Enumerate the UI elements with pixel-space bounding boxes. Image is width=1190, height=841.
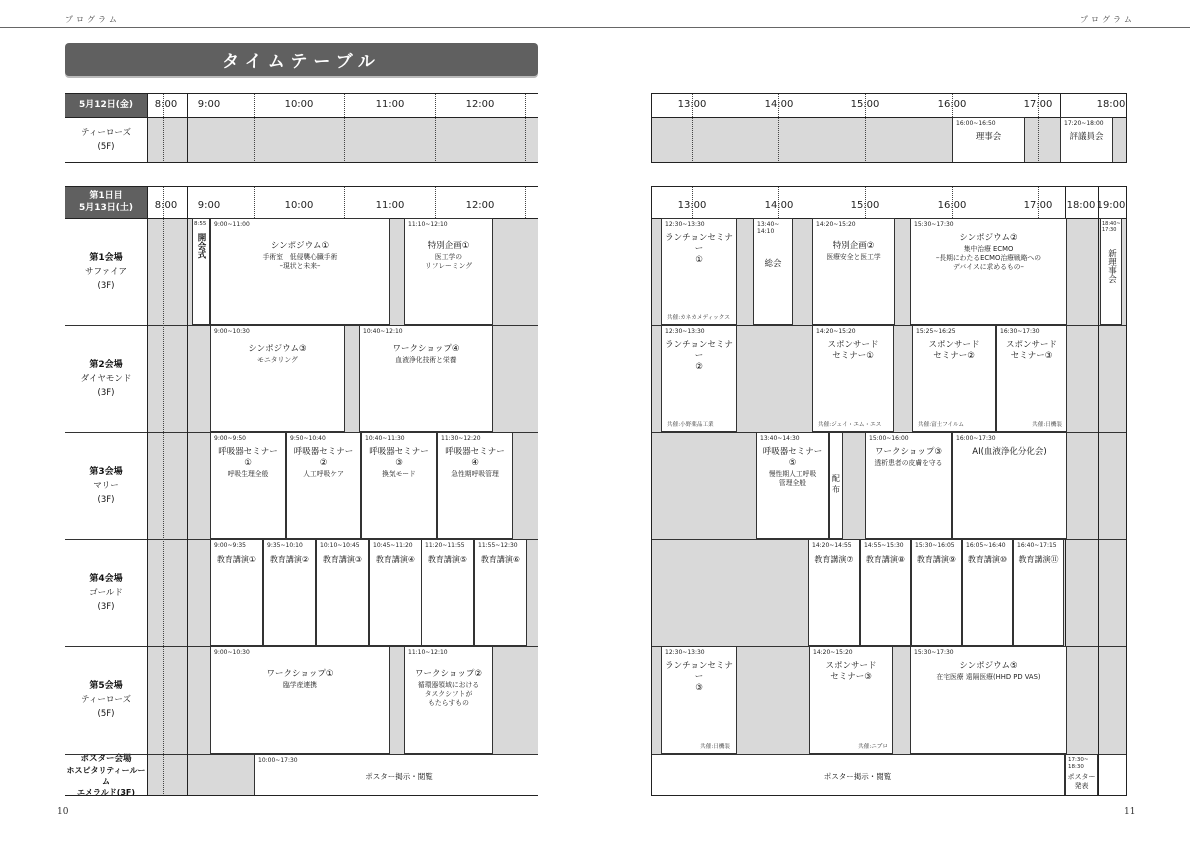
event-title: 教育講演⑨ xyxy=(916,555,957,564)
event-title: ワークショップ② xyxy=(415,669,482,679)
event-subtitle: 循環器領域における タスクシフトが もたらすもの xyxy=(417,681,480,707)
event-time: 9:00~9:50 xyxy=(214,435,246,442)
event-sponsor: 共催:ジェイ・エム・エス xyxy=(818,422,882,428)
hour-label: 8:00 xyxy=(154,200,178,211)
day0-room-label xyxy=(65,117,147,163)
event-lecture-1 xyxy=(210,539,263,646)
header-rule xyxy=(0,27,1190,28)
event-sponsor: 共催:日機装 xyxy=(1032,422,1062,428)
event-lecture-8 xyxy=(860,539,911,646)
room-name: 第3会場 xyxy=(89,466,123,477)
event-luncheon-2 xyxy=(661,325,737,432)
event-title: 理事会 xyxy=(975,132,1002,142)
room-name: ポスター会場 xyxy=(80,753,132,764)
hour-label: 11:00 xyxy=(375,200,405,211)
event-time: 11:55~12:30 xyxy=(478,542,518,549)
event-general-meeting xyxy=(753,218,793,325)
half-hour-line xyxy=(435,186,436,218)
event-time: 16:05~16:40 xyxy=(966,542,1006,549)
event-title: 教育講演⑤ xyxy=(427,555,468,564)
hour-label: 19:00 xyxy=(1096,200,1126,211)
room-label-5 xyxy=(65,646,147,754)
event-title: 呼吸器セミナー ② xyxy=(293,447,354,468)
hour-label: 12:00 xyxy=(465,99,495,110)
half-hour-line xyxy=(163,186,164,796)
event-subtitle: 手術室 低侵襲心臓手術 –現状と未来– xyxy=(262,253,338,270)
event-title: 開会式 xyxy=(196,233,206,259)
event-luncheon-1 xyxy=(661,218,737,325)
event-special-1 xyxy=(404,218,493,325)
event-subtitle: モニタリング xyxy=(257,356,298,364)
hour-label: 9:00 xyxy=(197,99,221,110)
event-time: 14:20~14:55 xyxy=(812,542,852,549)
event-title: 教育講演⑧ xyxy=(865,555,906,564)
hour-label: 17:00 xyxy=(1023,200,1053,211)
event-time: 16:00~17:30 xyxy=(956,435,996,442)
event-sponsor: 共催:カネカメディックス xyxy=(667,315,730,321)
event-council-meeting xyxy=(1060,117,1113,163)
event-distribution xyxy=(829,432,843,539)
event-title: スポンサード セミナー③ xyxy=(1005,340,1057,361)
room-floor: (3F) xyxy=(97,601,115,612)
event-title: ワークショップ① xyxy=(266,669,334,679)
event-lecture-5 xyxy=(421,539,474,646)
event-workshop-1 xyxy=(210,646,390,754)
event-time: 9:35~10:10 xyxy=(267,542,303,549)
event-title: スポンサード セミナー② xyxy=(928,340,980,361)
event-time: 17:30~ 18:30 xyxy=(1068,757,1089,770)
event-time: 8:55 xyxy=(194,221,207,227)
event-subtitle: 換気モード xyxy=(382,470,416,478)
event-time: 10:00~17:30 xyxy=(258,757,298,764)
hour-label: 16:00 xyxy=(937,200,967,211)
hour-label: 18:00 xyxy=(1096,99,1126,110)
room-floor: (3F) xyxy=(97,280,115,291)
half-hour-line xyxy=(525,186,526,218)
half-hour-line xyxy=(525,93,526,163)
event-time: 9:50~10:40 xyxy=(290,435,326,442)
event-respiratory-4 xyxy=(437,432,513,539)
event-title: 教育講演⑥ xyxy=(480,555,521,564)
room-floor: (3F) xyxy=(97,387,115,398)
event-title: シンポジウム③ xyxy=(248,344,307,354)
gray-block xyxy=(147,754,270,796)
event-subtitle: 血液浄化技術と栄養 xyxy=(395,356,457,364)
event-respiratory-1 xyxy=(210,432,286,539)
hour-line xyxy=(147,186,148,796)
event-special-2 xyxy=(812,218,895,325)
day1-left-panel xyxy=(65,186,538,796)
event-sponsor: 共催:富士フイルム xyxy=(918,422,964,428)
day0-room-name: ティーローズ xyxy=(81,128,131,138)
event-title: 総会 xyxy=(764,259,782,269)
half-hour-line xyxy=(435,93,436,163)
hour-line xyxy=(187,93,188,163)
day1-right-panel xyxy=(651,186,1127,796)
event-opening xyxy=(192,218,210,325)
event-lecture-2 xyxy=(263,539,316,646)
gray-block xyxy=(147,117,538,163)
half-hour-line xyxy=(254,93,255,163)
event-title: 呼吸器セミナー ⑤ xyxy=(762,447,823,468)
day0-right-panel xyxy=(651,93,1127,163)
event-respiratory-2 xyxy=(286,432,361,539)
room-name: 第5会場 xyxy=(89,681,123,691)
hour-label: 13:00 xyxy=(677,99,707,110)
day0-date-box xyxy=(65,93,147,117)
room-label-poster xyxy=(65,754,147,796)
gray-block xyxy=(652,117,1126,163)
event-sponsor: 共催:小野薬品工業 xyxy=(667,422,714,428)
hour-label: 18:00 xyxy=(1066,200,1096,211)
event-time: 12:30~13:30 xyxy=(665,649,705,656)
event-title: 教育講演① xyxy=(216,555,257,564)
day0-date-label: 5月12日(金) xyxy=(78,100,133,110)
event-lecture-7 xyxy=(808,539,860,646)
event-sponsored-2 xyxy=(912,325,996,432)
half-hour-line xyxy=(344,93,345,163)
event-symposium-3 xyxy=(210,325,345,432)
event-time: 10:40~12:10 xyxy=(363,328,403,335)
event-time: 15:30~17:30 xyxy=(914,221,954,228)
event-sponsored-1 xyxy=(812,325,894,432)
event-subtitle: 透析患者の皮膚を守る xyxy=(874,459,943,467)
hour-label: 14:00 xyxy=(764,99,794,110)
hour-label: 13:00 xyxy=(677,200,707,211)
event-lecture-9 xyxy=(911,539,962,646)
room-sub: ダイヤモンド xyxy=(80,373,132,384)
room-sub: ゴールド xyxy=(89,587,123,598)
event-luncheon-3 xyxy=(661,646,737,754)
event-workshop-4 xyxy=(359,325,493,432)
event-title: ランチョンセミナー ③ xyxy=(665,661,733,693)
event-sponsored-3 xyxy=(996,325,1067,432)
event-title: ワークショップ③ xyxy=(875,447,942,457)
page-number-left: 10 xyxy=(57,807,69,817)
event-lecture-10 xyxy=(962,539,1013,646)
event-time: 16:40~17:15 xyxy=(1017,542,1057,549)
hour-label: 10:00 xyxy=(284,99,314,110)
event-title: 教育講演④ xyxy=(375,555,416,564)
axis-line xyxy=(65,117,538,118)
page-number-right: 11 xyxy=(1124,807,1136,817)
event-subtitle: 医工学の リフレーミング xyxy=(424,253,473,270)
hour-label: 11:00 xyxy=(375,99,405,110)
event-time: 14:20~15:20 xyxy=(816,221,856,228)
event-time: 17:20~18:00 xyxy=(1064,120,1104,127)
hour-label: 14:00 xyxy=(764,200,794,211)
event-title: シンポジウム⑤ xyxy=(959,661,1018,671)
event-new-board xyxy=(1100,218,1122,325)
hour-label: 8:00 xyxy=(154,99,178,110)
event-time: 14:55~15:30 xyxy=(864,542,904,549)
event-time: 14:20~15:20 xyxy=(816,328,856,335)
hour-label: 15:00 xyxy=(850,200,880,211)
event-time: 10:45~11:20 xyxy=(373,542,413,549)
event-time: 13:40~14:30 xyxy=(760,435,800,442)
hour-label: 9:00 xyxy=(197,200,221,211)
hour-label: 15:00 xyxy=(850,99,880,110)
event-subtitle: 急性期呼吸管理 xyxy=(451,470,499,478)
event-title: ポスター 発表 xyxy=(1067,773,1096,790)
event-time: 15:30~17:30 xyxy=(914,649,954,656)
event-time: 12:30~13:30 xyxy=(665,328,705,335)
event-title: 呼吸器セミナー ④ xyxy=(445,447,505,468)
event-time: 16:00~16:50 xyxy=(956,120,996,127)
day1-date-box xyxy=(65,186,147,218)
event-time: 12:30~13:30 xyxy=(665,221,705,228)
room-sub: サファイア xyxy=(84,266,128,277)
event-symposium-5 xyxy=(910,646,1067,754)
hour-label: 16:00 xyxy=(937,99,967,110)
event-subtitle: 医療安全と医工学 xyxy=(826,253,881,261)
hour-label: 17:00 xyxy=(1023,99,1053,110)
event-respiratory-5 xyxy=(756,432,829,539)
event-title: シンポジウム① xyxy=(270,241,330,251)
room-name: 第2会場 xyxy=(89,359,123,370)
event-title: AI(血液浄化分化会) xyxy=(972,447,1047,457)
day1-date-line2: 5月13日(土) xyxy=(78,203,133,213)
event-time: 9:00~9:35 xyxy=(214,542,246,549)
event-title: ワークショップ④ xyxy=(392,344,460,354)
hour-line xyxy=(147,93,148,163)
event-time: 11:10~12:10 xyxy=(408,221,448,228)
event-title: 呼吸器セミナー ① xyxy=(218,447,278,468)
event-title: 配布 xyxy=(832,474,840,494)
event-time: 11:30~12:20 xyxy=(441,435,481,442)
event-poster-left xyxy=(254,754,538,796)
event-sponsor: 共催:ニプロ xyxy=(858,744,888,750)
event-title: ポスター掲示・閲覧 xyxy=(823,772,892,781)
event-title: 呼吸器セミナー ③ xyxy=(369,447,429,468)
event-lecture-4 xyxy=(369,539,422,646)
room-label-3 xyxy=(65,432,147,539)
event-subtitle: 在宅医療 遠隔医療(HHD PD VAS) xyxy=(936,673,1041,681)
room-label-4 xyxy=(65,539,147,646)
event-title: 教育講演③ xyxy=(322,555,363,564)
page-header-left: プログラム xyxy=(65,15,120,24)
event-poster-right xyxy=(651,754,1065,796)
event-time: 11:10~12:10 xyxy=(408,649,448,656)
event-time: 9:00~10:30 xyxy=(214,328,250,335)
page-title: タイムテーブル xyxy=(65,43,538,76)
event-subtitle: 呼吸生理全般 xyxy=(227,470,269,478)
event-sponsor: 共催:日機装 xyxy=(700,744,730,750)
axis-line xyxy=(652,117,1126,118)
event-ai xyxy=(952,432,1067,539)
event-title: 教育講演② xyxy=(269,555,310,564)
event-time: 10:40~11:30 xyxy=(365,435,405,442)
event-time: 13:40~ 14:10 xyxy=(757,221,780,235)
event-lecture-3 xyxy=(316,539,369,646)
event-time: 15:30~16:05 xyxy=(915,542,955,549)
event-lecture-6 xyxy=(474,539,527,646)
event-poster-presentation xyxy=(1065,754,1098,796)
event-workshop-3 xyxy=(865,432,952,539)
event-title: スポンサード セミナー① xyxy=(827,340,879,361)
event-title: ランチョンセミナー ② xyxy=(665,340,733,372)
hour-label: 12:00 xyxy=(465,200,495,211)
event-time: 9:00~11:00 xyxy=(214,221,250,228)
event-title: 教育講演⑩ xyxy=(967,555,1008,564)
event-symposium-2 xyxy=(910,218,1067,325)
event-respiratory-3 xyxy=(361,432,437,539)
event-subtitle: 臨学産連携 xyxy=(283,681,317,689)
room-sub: ホスピタリティールーム xyxy=(66,765,146,786)
day0-room-floor: (5F) xyxy=(97,142,115,152)
event-title: スポンサード セミナー③ xyxy=(825,661,877,682)
event-title: 評議員会 xyxy=(1069,132,1104,142)
event-title: 教育講演⑪ xyxy=(1018,555,1059,564)
page-header-right: プログラム xyxy=(1080,15,1135,24)
hour-label: 10:00 xyxy=(284,200,314,211)
event-symposium-1 xyxy=(210,218,390,325)
room-name: 第4会場 xyxy=(89,573,123,584)
event-time: 14:20~15:20 xyxy=(813,649,853,656)
event-time: 15:25~16:25 xyxy=(916,328,956,335)
event-time: 16:30~17:30 xyxy=(1000,328,1040,335)
event-board-meeting xyxy=(952,117,1025,163)
event-title: 特別企画② xyxy=(832,241,875,251)
event-sponsored-3b xyxy=(809,646,893,754)
hour-line xyxy=(1098,186,1099,796)
room-sub: マリー xyxy=(93,480,119,491)
event-time: 11:20~11:55 xyxy=(425,542,465,549)
room-label-1 xyxy=(65,218,147,325)
day0-left-panel xyxy=(65,93,538,163)
event-subtitle: 集中治療 ECMO –長期にわたるECMO治療戦略への デバイスに求めるもの– xyxy=(935,245,1042,271)
event-time: 15:00~16:00 xyxy=(869,435,909,442)
event-title: 教育講演⑦ xyxy=(814,555,854,564)
half-hour-line xyxy=(344,186,345,218)
event-title: 新理事会 xyxy=(1106,249,1117,283)
event-lecture-11 xyxy=(1013,539,1064,646)
event-subtitle: 慢性期人工呼吸 管理全般 xyxy=(768,470,817,487)
event-subtitle: 人工呼吸ケア xyxy=(303,470,344,478)
room-label-2 xyxy=(65,325,147,432)
event-workshop-2 xyxy=(404,646,493,754)
event-time: 18:40~ 17:30 xyxy=(1102,221,1121,233)
room-floor: エメラルド(3F) xyxy=(76,787,136,796)
room-floor: (3F) xyxy=(97,494,115,505)
event-title: シンポジウム② xyxy=(959,233,1018,243)
event-time: 9:00~10:30 xyxy=(214,649,250,656)
room-sub: ティーローズ xyxy=(81,695,131,705)
half-hour-line xyxy=(254,186,255,218)
hour-line xyxy=(187,186,188,796)
day1-date-line1: 第1日目 xyxy=(89,191,123,201)
room-name: 第1会場 xyxy=(89,252,123,263)
event-title: ランチョンセミナー ① xyxy=(665,233,733,265)
event-title: 特別企画① xyxy=(427,241,470,251)
event-time: 10:10~10:45 xyxy=(320,542,360,549)
room-floor: (5F) xyxy=(97,709,115,719)
event-title: ポスター掲示・閲覧 xyxy=(365,772,433,781)
